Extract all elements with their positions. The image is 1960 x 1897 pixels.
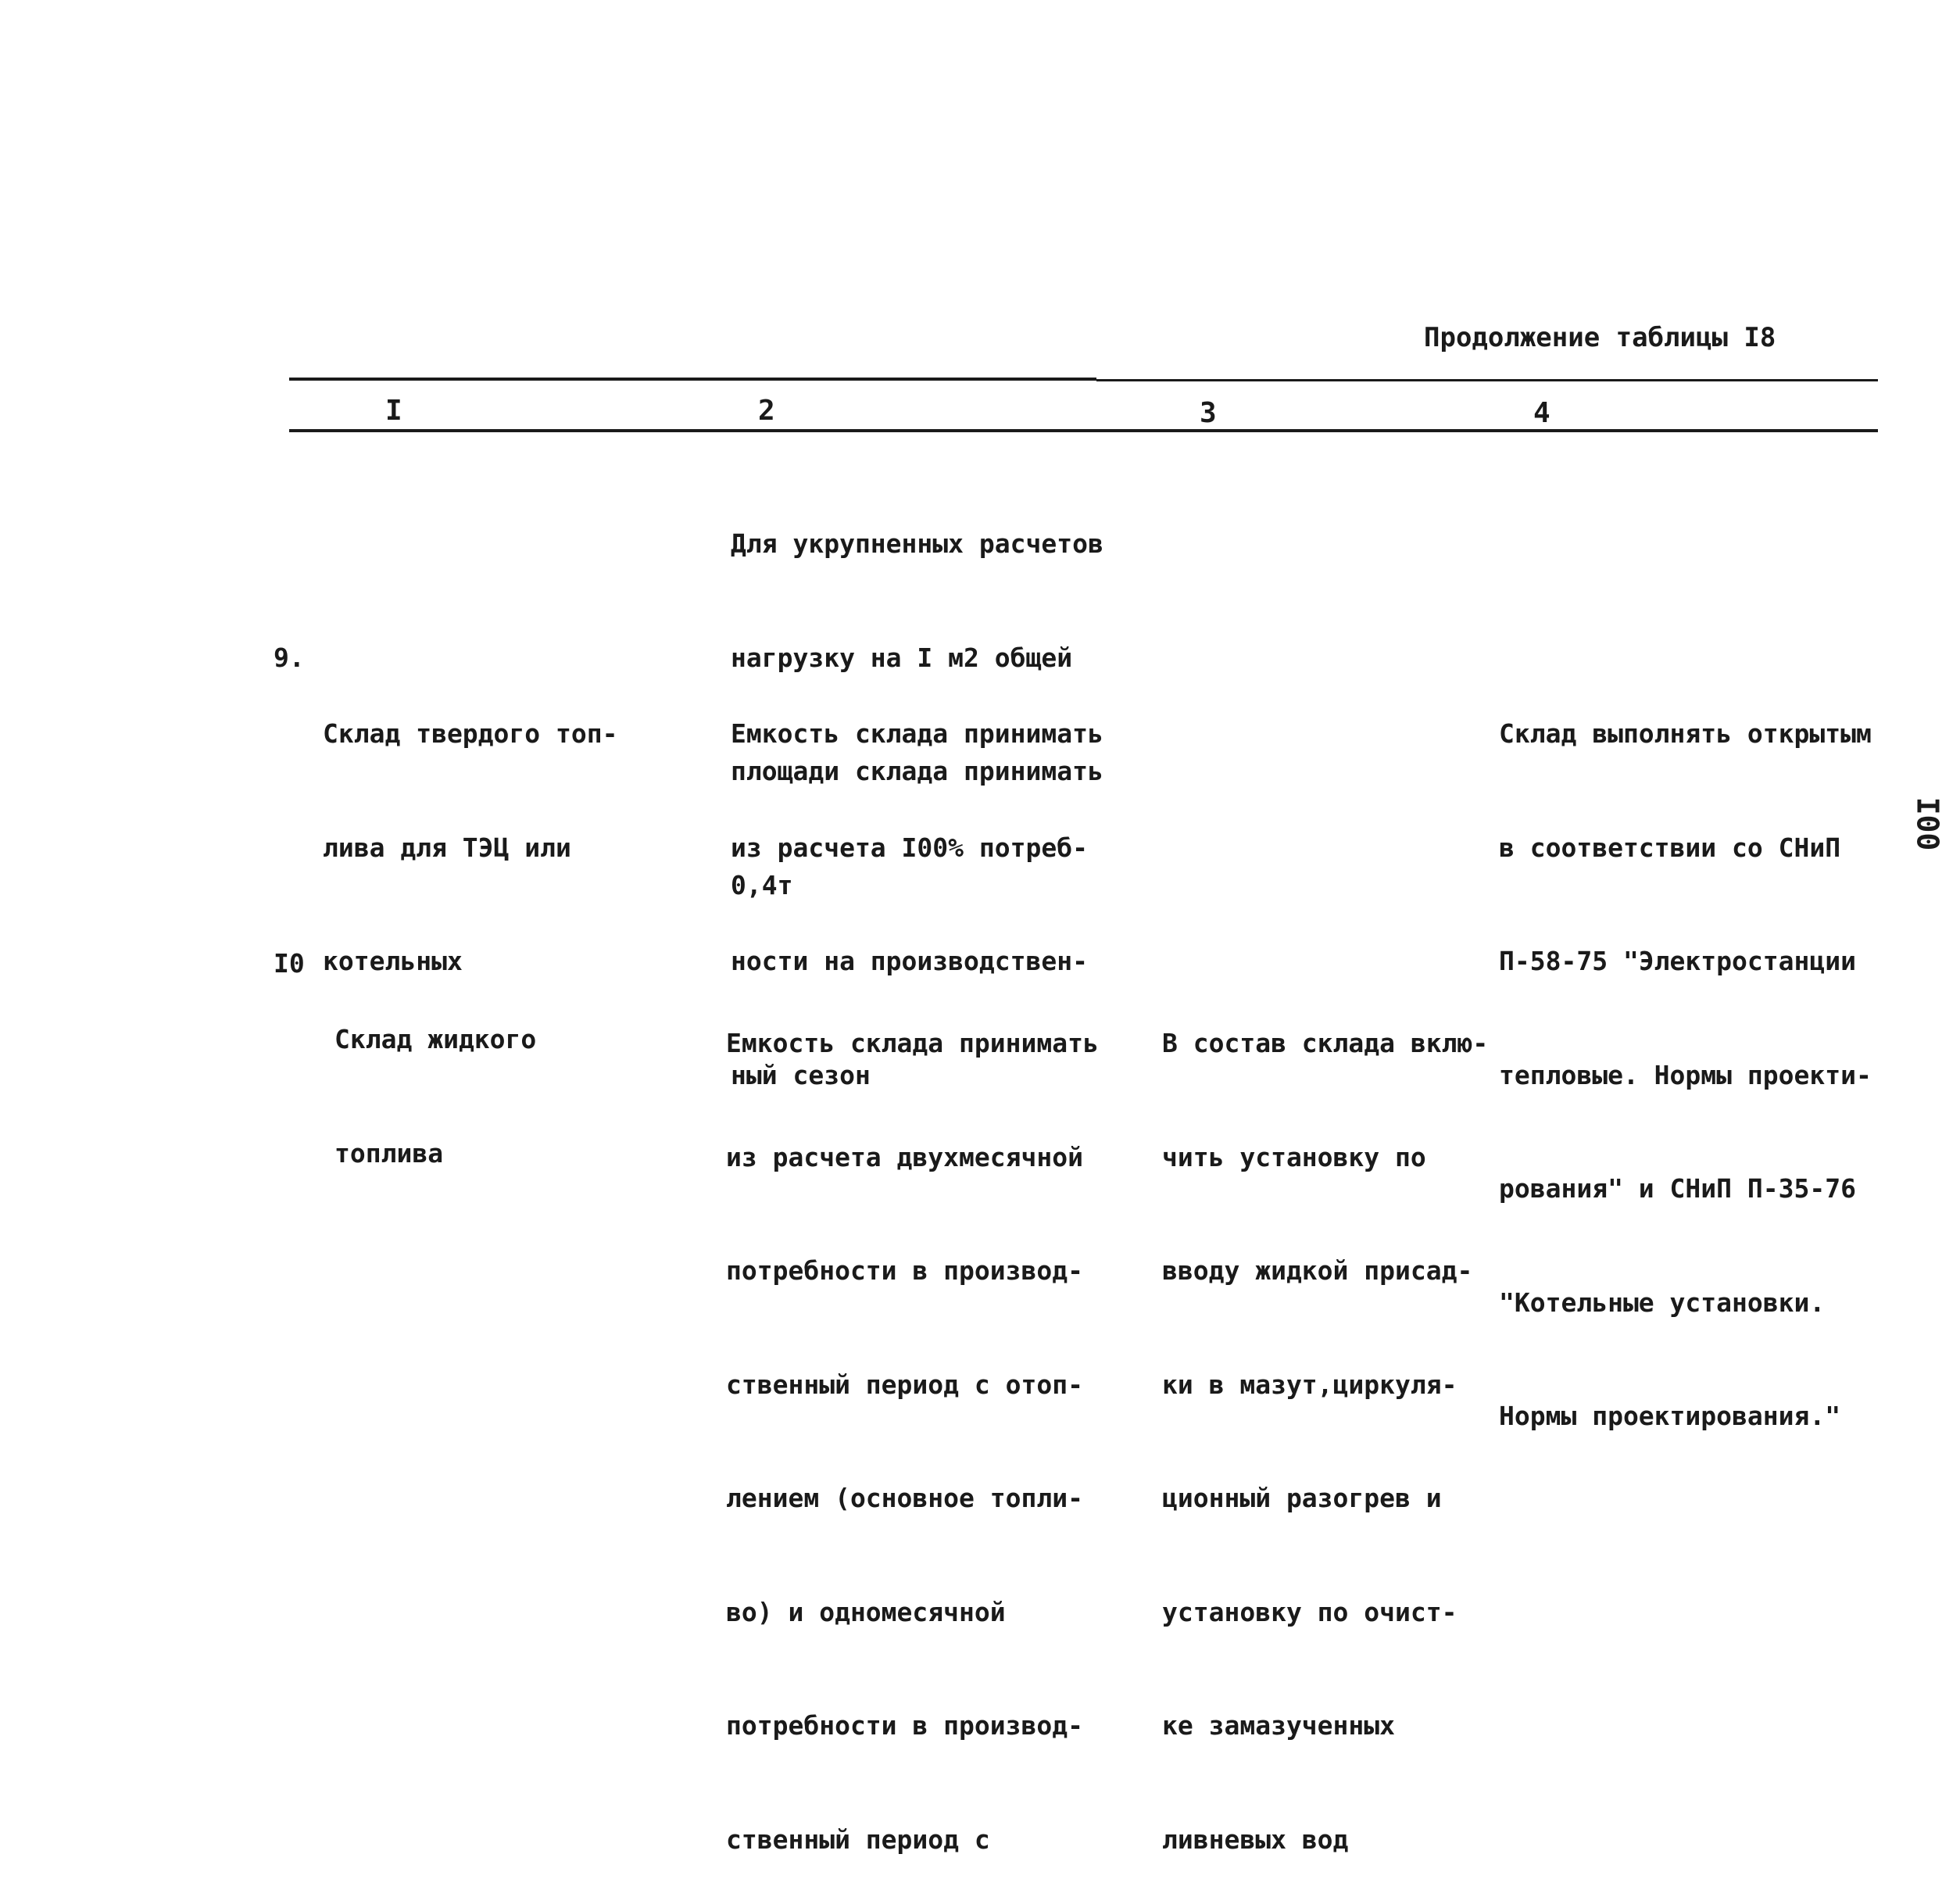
row-10-col3 — [1162, 949, 1488, 1897]
row-10-col1 — [334, 945, 536, 1211]
text-line: "Котельные установки. — [1499, 1287, 1826, 1318]
column-number-2: 2 — [758, 395, 775, 427]
text-line: лением (основное топли- — [726, 1483, 1083, 1513]
text-line: из расчета I00% потреб- — [731, 832, 1088, 863]
text-line: из расчета двухмесячной — [726, 1141, 1083, 1172]
text-line: Склад жидкого — [334, 1024, 537, 1054]
text-line: ционный разогрев и — [1162, 1483, 1442, 1513]
column-number-3: 3 — [1200, 397, 1217, 429]
header-bottom-rule — [289, 429, 1878, 432]
text-line: ственный период с — [726, 1824, 990, 1855]
table-caption: Продолжение таблицы I8 — [1424, 322, 1776, 353]
row-10-col2 — [726, 949, 1099, 1897]
text-line: топлива — [334, 1137, 444, 1169]
text-line: тепловые. Нормы проекти- — [1499, 1059, 1872, 1090]
text-line: рования" и СНиП П-35-76 — [1499, 1173, 1856, 1204]
text-line: вводу жидкой присад- — [1162, 1255, 1473, 1286]
text-line: в соответствии со СНиП — [1499, 832, 1841, 863]
column-number-4: 4 — [1533, 397, 1550, 429]
text-line: котельных — [323, 946, 463, 976]
row-9-col4 — [1499, 639, 1872, 1473]
text-line: Емкость склада принимать — [731, 718, 1103, 749]
text-line: лива для ТЭЦ или — [323, 832, 571, 863]
text-line: П-58-75 "Электростанции — [1499, 946, 1856, 976]
text-line: Склад выполнять открытым — [1499, 718, 1872, 749]
text-line: чить установку по — [1162, 1141, 1426, 1172]
row-9-number: 9. — [274, 642, 305, 673]
text-line: площади склада принимать — [731, 756, 1103, 786]
text-line: ке замазученных — [1162, 1710, 1396, 1741]
text-line: ный сезон — [731, 1059, 871, 1090]
text-line: Нормы проектирования." — [1499, 1401, 1841, 1431]
text-line: потребности в производ- — [726, 1710, 1083, 1741]
text-line: ности на производствен- — [731, 946, 1088, 976]
page-number: I00 — [1910, 796, 1945, 851]
text-line: ственный период с отоп- — [726, 1369, 1083, 1400]
text-line: потребности в производ- — [726, 1255, 1083, 1286]
text-line: ки в мазут,циркуля- — [1162, 1369, 1457, 1400]
text-line: нагрузку на I м2 общей — [731, 642, 1073, 673]
text-line: 0,4т — [731, 869, 793, 900]
column-number-1: I — [385, 395, 402, 427]
text-line: Емкость склада принимать — [726, 1028, 1099, 1058]
text-line: установку по очист- — [1162, 1596, 1457, 1627]
text-line: ливневых вод — [1162, 1824, 1349, 1855]
row-10-number: I0 — [274, 948, 305, 979]
table-top-rule — [289, 378, 1096, 381]
text-line: Склад твердого топ- — [323, 718, 618, 749]
text-line: во) и одномесячной — [726, 1596, 1006, 1627]
text-line: Для укрупненных расчетов — [731, 528, 1103, 559]
text-line: В состав склада вклю- — [1162, 1028, 1489, 1058]
table-top-rule-right — [1096, 379, 1878, 381]
